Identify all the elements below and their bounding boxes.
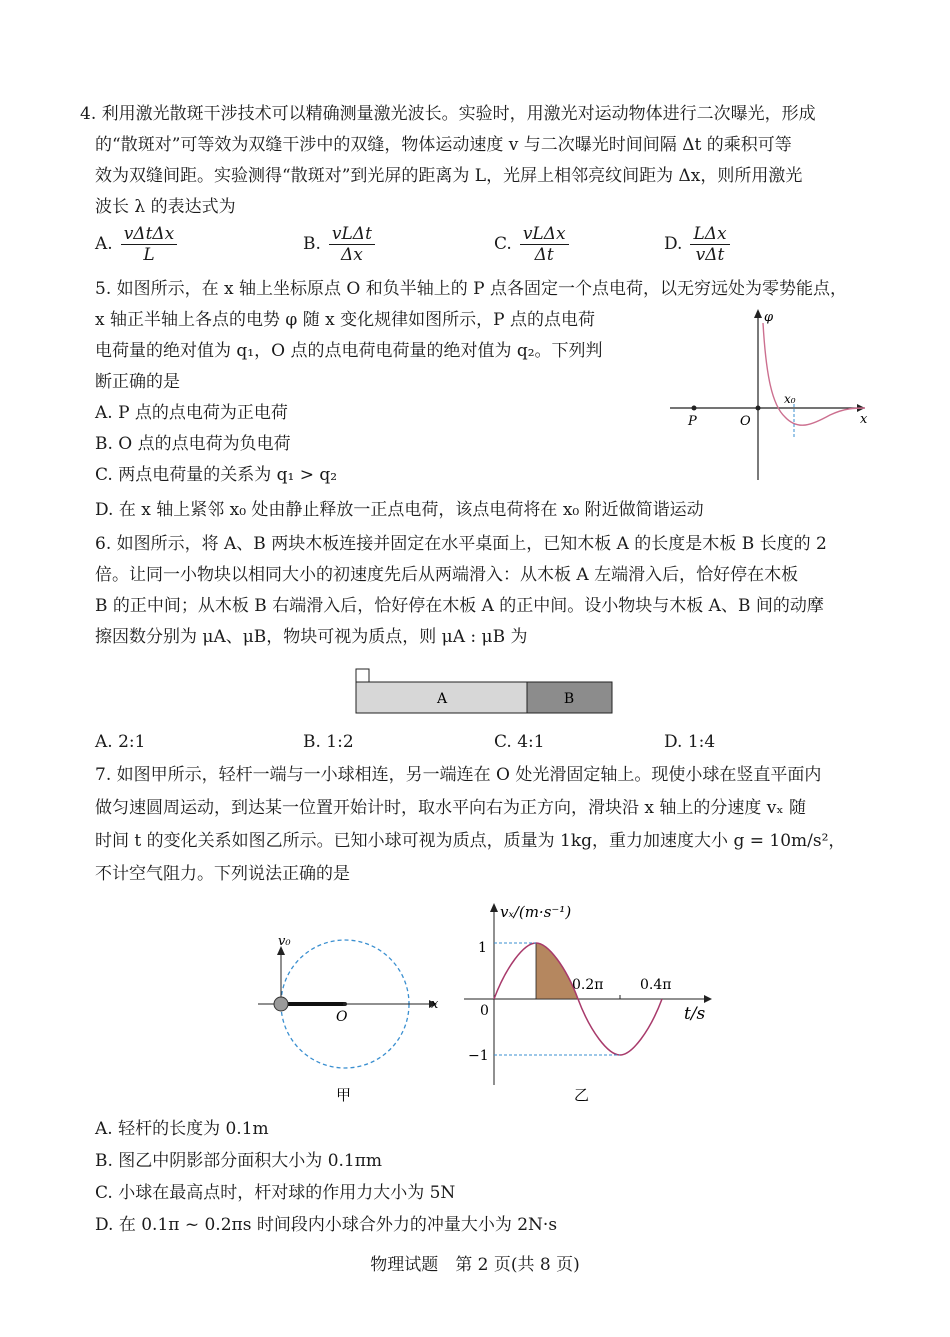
circle-motion-figure: [250, 925, 450, 1110]
o-label: O: [740, 414, 751, 429]
q6-option-d: D. 1:4: [664, 732, 716, 752]
numerator: vΔtΔx: [121, 224, 178, 245]
q4-option-b: [303, 224, 375, 265]
fraction: [121, 224, 178, 265]
q4-option-a: [95, 224, 177, 265]
option-label: C.: [494, 234, 512, 254]
potential-graph: [660, 305, 880, 485]
y-tick-1: 1: [478, 940, 487, 956]
y-axis-label: vₓ/(m·s⁻¹): [500, 903, 572, 921]
q4-line-4: 波长 λ 的表达式为: [95, 197, 236, 217]
q7-line-4: 不计空气阻力。下列说法正确的是: [95, 864, 350, 884]
option-label: A.: [95, 234, 113, 254]
q6-option-a: A. 2:1: [95, 732, 146, 752]
pivot-o: [343, 1002, 347, 1006]
q4-option-d: [664, 224, 730, 265]
fraction: [329, 224, 375, 265]
figure-caption-yi: 乙: [574, 1086, 590, 1104]
fraction: [690, 224, 729, 265]
small-block: [356, 669, 369, 682]
q5-option-a: A. P 点的点电荷为正电荷: [95, 403, 288, 423]
q7-line-3: 时间 t 的变化关系如图乙所示。已知小球可视为质点，质量为 1kg，重力加速度大小 g = 10m/s²，: [95, 831, 846, 851]
q4-line-2: 的“散斑对”可等效为双缝干涉中的双缝，物体运动速度 v 与二次曝光时间间隔 Δt 的乘积可等: [95, 135, 792, 155]
q4-line-3: 效为双缝间距。实验测得“散斑对”到光屏的距离为 L，光屏上相邻亮纹间距为 Δx，则所用激光: [95, 166, 803, 186]
q7-option-c: C. 小球在最高点时，杆对球的作用力大小为 5N: [95, 1183, 456, 1203]
vx-axis-arrow-icon: [490, 903, 498, 912]
q5-option-d: D. 在 x 轴上紧邻 x₀ 处由静止释放一正点电荷，该点电荷将在 x₀ 附近做简谐运动: [95, 500, 704, 520]
ball: [274, 997, 288, 1011]
q4-option-c: [494, 224, 569, 265]
fraction: [520, 224, 569, 265]
potential-curve: [763, 323, 865, 425]
board-b-label: B: [563, 691, 575, 707]
q6-option-b: B. 1:2: [303, 732, 354, 752]
o-label: O: [336, 1009, 348, 1025]
denominator: vΔt: [695, 245, 725, 265]
q6-line-1: 6. 如图所示，将 A、B 两块木板连接并固定在水平桌面上，已知木板 A 的长度是木板 B 长度的 2: [95, 534, 827, 554]
y-tick-neg1: −1: [468, 1048, 489, 1064]
point-p: [692, 406, 697, 411]
vx-time-graph: [460, 895, 720, 1110]
q7-option-d: D. 在 0.1π ~ 0.2πs 时间段内小球合外力的冲量大小为 2N·s: [95, 1215, 558, 1235]
t-tick-04pi: 0.4π: [640, 977, 672, 993]
x-axis-label: t/s: [684, 1004, 706, 1024]
denominator: L: [143, 245, 155, 265]
p-label: P: [688, 414, 697, 429]
q5-line-2: x 轴正半轴上各点的电势 φ 随 x 变化规律如图所示，P 点的点电荷: [95, 310, 595, 330]
numerator: vLΔt: [329, 224, 375, 245]
x-label: x: [860, 412, 868, 427]
t-tick-02pi: 0.2π: [572, 977, 604, 993]
q4-line-1: 4. 利用激光散斑干涉技术可以精确测量激光波长。实验时，用激光对运动物体进行二次曝光，形成: [80, 104, 816, 124]
origin-zero: 0: [480, 1003, 489, 1019]
q7-option-a: A. 轻杆的长度为 0.1m: [95, 1119, 269, 1139]
q5-line-4: 断正确的是: [95, 372, 180, 392]
q5-option-b: B. O 点的点电荷为负电荷: [95, 434, 291, 454]
q5-line-1: 5. 如图所示，在 x 轴上坐标原点 O 和负半轴上的 P 点各固定一个点电荷，以无穷远处为零势能点，: [95, 279, 848, 299]
numerator: LΔx: [690, 224, 729, 245]
board-a-label: A: [436, 691, 448, 707]
q7-line-1: 7. 如图甲所示，轻杆一端与一小球相连，另一端连在 O 处光滑固定轴上。现使小球在竖直平面内: [95, 765, 822, 785]
q7-line-2: 做匀速圆周运动，到达某一位置开始计时，取水平向右为正方向，滑块沿 x 轴上的分速度 vₓ 随: [95, 798, 807, 818]
figure-caption-jia: 甲: [336, 1086, 352, 1104]
q5-option-c: C. 两点电荷量的关系为 q₁ > q₂: [95, 465, 338, 485]
phi-label: φ: [764, 310, 774, 325]
q6-line-4: 擦因数分别为 μA、μB，物块可视为质点，则 μA : μB 为: [95, 627, 528, 647]
q6-line-2: 倍。让同一小物块以相同大小的初速度先后从两端滑入：从木板 A 左端滑入后，恰好停在木板: [95, 565, 799, 585]
v0-label: v₀: [278, 934, 291, 949]
x-label: x: [431, 997, 439, 1012]
phi-axis-arrow-icon: [754, 309, 762, 318]
point-o: [756, 406, 761, 411]
boards-diagram: [350, 665, 620, 717]
page-footer: 物理试题 第 2 页(共 8 页): [370, 1255, 580, 1275]
t-axis-arrow-icon: [704, 995, 712, 1003]
q6-line-3: B 的正中间；从木板 B 右端滑入后，恰好停在木板 A 的正中间。设小物块与木板 A、B 间的动摩: [95, 596, 824, 616]
denominator: Δx: [340, 245, 363, 265]
option-label: D.: [664, 234, 683, 254]
q7-option-b: B. 图乙中阴影部分面积大小为 0.1πm: [95, 1151, 383, 1171]
numerator: vLΔx: [520, 224, 569, 245]
q6-option-c: C. 4:1: [494, 732, 545, 752]
denominator: Δt: [534, 245, 554, 265]
x0-label: x₀: [784, 392, 796, 406]
q5-line-3: 电荷量的绝对值为 q₁，O 点的点电荷电荷量的绝对值为 q₂。下列判: [95, 341, 603, 361]
option-label: B.: [303, 234, 321, 254]
